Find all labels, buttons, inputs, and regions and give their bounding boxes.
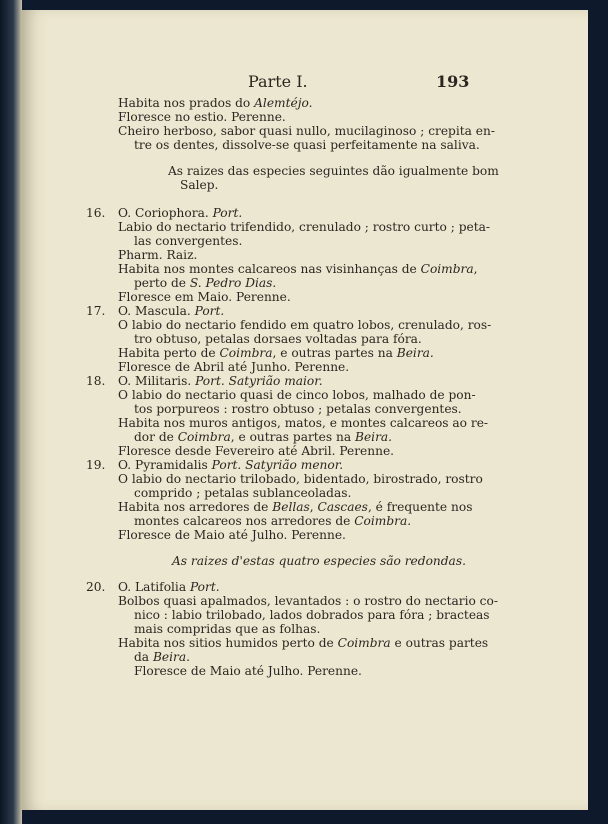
place-name: Alemtéjo. (254, 96, 313, 110)
text-line: Floresce de Maio até Julho. Perenne. (118, 528, 346, 542)
species-heading: O. Militaris. Port. Satyrião maior. (118, 374, 323, 388)
text-line: Pharm. Raiz. (118, 248, 198, 262)
text-line: perto de S. Pedro Dias. (134, 276, 277, 290)
page-number: 193 (436, 72, 470, 91)
species-heading: O. Latifolia Port. (118, 580, 220, 594)
species-heading: O. Mascula. Port. (118, 304, 225, 318)
text-line: montes calcareos nos arredores de Coimbra. (134, 514, 412, 528)
text-line: Labio do nectario trifendido, crenulado ; rostro curto ; peta- (118, 220, 491, 234)
text-line: da Beira. (134, 650, 190, 664)
text-line: O labio do nectario quasi de cinco lobos, malhado de pon- (118, 388, 476, 402)
text-line: comprido ; petalas sublanceoladas. (134, 486, 352, 500)
species-heading: O. Pyramidalis Port. Satyrião menor. (118, 458, 344, 472)
text-line: Floresce de Abril até Junho. Perenne. (118, 360, 350, 374)
text-line: tre os dentes, dissolve-se quasi perfeitamente na saliva. (134, 138, 480, 152)
text-line: Floresce desde Fevereiro até Abril. Perenne. (118, 444, 395, 458)
note-line: Salep. (180, 178, 219, 192)
text-line: dor de Coimbra, e outras partes na Beira. (134, 430, 393, 444)
entry-number: 16. (86, 206, 106, 220)
entry-number: 20. (86, 580, 106, 594)
text-line: Floresce em Maio. Perenne. (118, 290, 291, 304)
entry-number: 18. (86, 374, 106, 388)
text-line: las convergentes. (134, 234, 243, 248)
note-line: As raizes das especies seguintes dão igualmente bom (168, 164, 499, 178)
species-heading: O. Coriophora. Port. (118, 206, 243, 220)
text-line: Habita nos arredores de Bellas, Cascaes, é frequente nos (118, 500, 473, 514)
text-line: O labio do nectario trilobado, bidentado, birostrado, rostro (118, 472, 483, 486)
text-line: Habita nos prados do Alemtéjo. (118, 96, 313, 110)
text-line: mais compridas que as folhas. (134, 622, 321, 636)
text-line: Bolbos quasi apalmados, levantados : o rostro do nectario co- (118, 594, 498, 608)
book-page (22, 10, 588, 810)
text-line: tro obtuso, petalas dorsaes voltadas para fóra. (134, 332, 422, 346)
text-line: Cheiro herboso, sabor quasi nullo, mucilaginoso ; crepita en- (118, 124, 495, 138)
text-line: Habita nos montes calcareos nas visinhanças de Coimbra, (118, 262, 478, 276)
text-line: nico : labio trilobado, lados dobrados para fóra ; bracteas (134, 608, 490, 622)
text-line: Habita nos muros antigos, matos, e montes calcareos ao re- (118, 416, 489, 430)
text-line: Habita nos sitios humidos perto de Coimbra e outras partes (118, 636, 489, 650)
note-line: As raizes d'estas quatro especies são redondas. (172, 554, 466, 568)
text-line: O labio do nectario fendido em quatro lobos, crenulado, ros- (118, 318, 492, 332)
text-line: Floresce no estio. Perenne. (118, 110, 286, 124)
text-line: Habita perto de Coimbra, e outras partes na Beira. (118, 346, 434, 360)
entry-number: 17. (86, 304, 106, 318)
entry-number: 19. (86, 458, 106, 472)
book-spine (0, 0, 22, 824)
page-header (22, 72, 588, 94)
running-title: Parte I. (248, 72, 308, 91)
text-line: tos porpureos : rostro obtuso ; petalas convergentes. (134, 402, 462, 416)
text-line: Floresce de Maio até Julho. Perenne. (134, 664, 362, 678)
